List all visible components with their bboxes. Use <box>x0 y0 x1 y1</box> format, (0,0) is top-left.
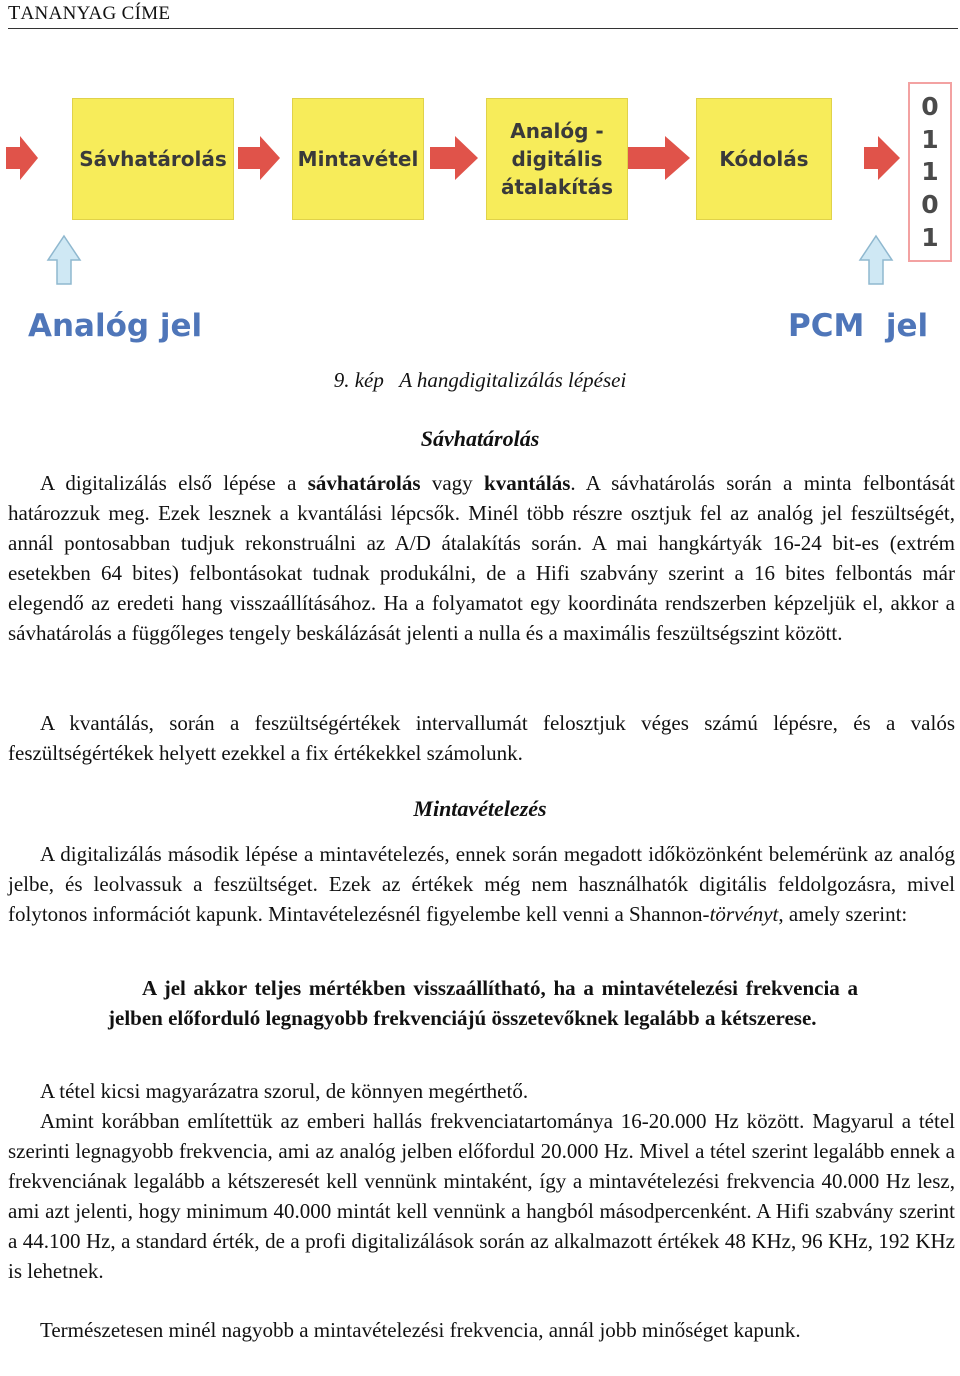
box-label-line: átalakítás <box>500 175 614 199</box>
paragraph: Természetesen minél nagyobb a mintavételezési frekvencia, annál jobb minőséget kapunk. <box>40 1318 801 1342</box>
bit: 1 <box>921 124 939 154</box>
bit: 0 <box>921 190 939 220</box>
bit: 1 <box>921 157 939 187</box>
page-header <box>8 2 958 29</box>
arrow-right-icon <box>864 136 900 180</box>
pcm-signal-label: PCM jel <box>788 308 929 344</box>
section-heading-mintavetelezes: Mintavételezés <box>413 796 547 821</box>
box-label: Sávhatárolás <box>79 147 227 171</box>
box-kodolas <box>696 98 832 220</box>
box-mintavetel <box>292 98 424 220</box>
arrow-right-icon <box>618 136 690 180</box>
box-label: Kódolás <box>719 147 809 171</box>
box-label-line: Analóg - <box>510 119 604 143</box>
paragraph <box>8 468 955 648</box>
bold-term: kvantálás <box>484 471 571 495</box>
paragraph: A kvantálás, során a feszültségértékek intervallumát felosztjuk véges számú lépésre, és a valós feszültségértékek helyett ezekkel a fix értékekkel számolunk. <box>8 711 955 765</box>
bit: 0 <box>921 91 939 121</box>
bit: 1 <box>921 223 939 253</box>
arrow-right-icon <box>238 136 280 180</box>
analog-signal-label: Analóg jel <box>28 308 203 344</box>
paragraph: A tétel kicsi magyarázatra szorul, de könnyen megérthető. <box>40 1079 529 1103</box>
box-ad-atalakitas <box>486 98 628 220</box>
arrow-right-icon <box>6 136 38 180</box>
arrow-right-icon <box>430 136 478 180</box>
box-label: Mintavétel <box>297 147 419 171</box>
text-run: A digitalizálás első lépése a <box>40 471 308 495</box>
text-run: vagy <box>420 471 485 495</box>
header-title: ANANYAG CÍME <box>20 3 171 24</box>
shannon-theorem-quote: A jel akkor teljes mértékben visszaállítható, ha a mintavételezési frekvencia a jelben előforduló legnagyobb frekvenciájú összetevőknek legalább a kétszerese. <box>108 976 858 1030</box>
text-run: , amely szerint: <box>778 902 908 926</box>
pcm-bits <box>908 82 952 262</box>
arrow-up-icon <box>860 236 892 284</box>
paragraph <box>8 839 955 929</box>
italic-term: törvényt <box>709 902 779 926</box>
paragraph: Amint korábban említettük az emberi hallás frekvenciatartománya 16-20.000 Hz között. Magyarul a tétel szerinti legnagyobb frekvencia, ami az analóg jelben előfordul 20.000 Hz. Mivel a tétel szerint legalább ennek a frekvenciának legalább a kétszeresét kell vennünk mintaként, így a mintavételezési frekvencia 40.000 Hz lesz, ami azt jelenti, hogy minimum 40.000 mintát kell vennünk a hangból másodpercenként. A Hifi szabvány szerint a 44.100 Hz, a standard érték, de a profi digitalizálások során az alkalmazott értékek 48 KHz, 96 KHz, 192 KHz is lehetnek. <box>8 1109 955 1283</box>
digitization-diagram <box>0 70 960 360</box>
bold-term: sávhatárolás <box>307 471 421 495</box>
box-label-line: digitális <box>511 147 603 171</box>
arrow-up-icon <box>48 236 80 284</box>
figure-caption <box>0 368 960 393</box>
header-initial: T <box>8 2 21 24</box>
section-heading-savhatarolas: Sávhatárolás <box>420 426 540 451</box>
caption-text: 9. kép A hangdigitalizálás lépései <box>333 368 627 392</box>
box-savhatarolas <box>72 98 234 220</box>
text-run: A digitalizálás második lépése a mintavételezés, ennek során megadott időközönként belemérünk az analóg jelbe, és leolvassuk a feszültséget. Ezek az értékek még nem használhatók digitális feldolgozásra, mivel folytonos információt kapunk. Mintavételezésnél figyelembe kell venni a Shannon- <box>8 842 955 926</box>
text-run: . A sávhatárolás során a minta felbontását határozzuk meg. Ezek lesznek a kvantálási lépcsők. Minél több részre osztjuk fel az analóg jel feszültségét, annál pontosabban tudjuk rekonstruálni az A/D átalakítás során. A mai hangkártyák 16-24 bit-es (extrém esetekben 64 bites) felbontásokat tudnak produkálni, de a Hifi szabvány szerint a 16 bites felbontás már elegendő az eredeti hang visszaállításához. Ha a folyamatot egy koordináta rendszerben képzeljük el, akkor a sávhatárolás a függőleges tengely beskálázását jelenti a nulla és a maximális feszültségszint között. <box>8 471 955 645</box>
